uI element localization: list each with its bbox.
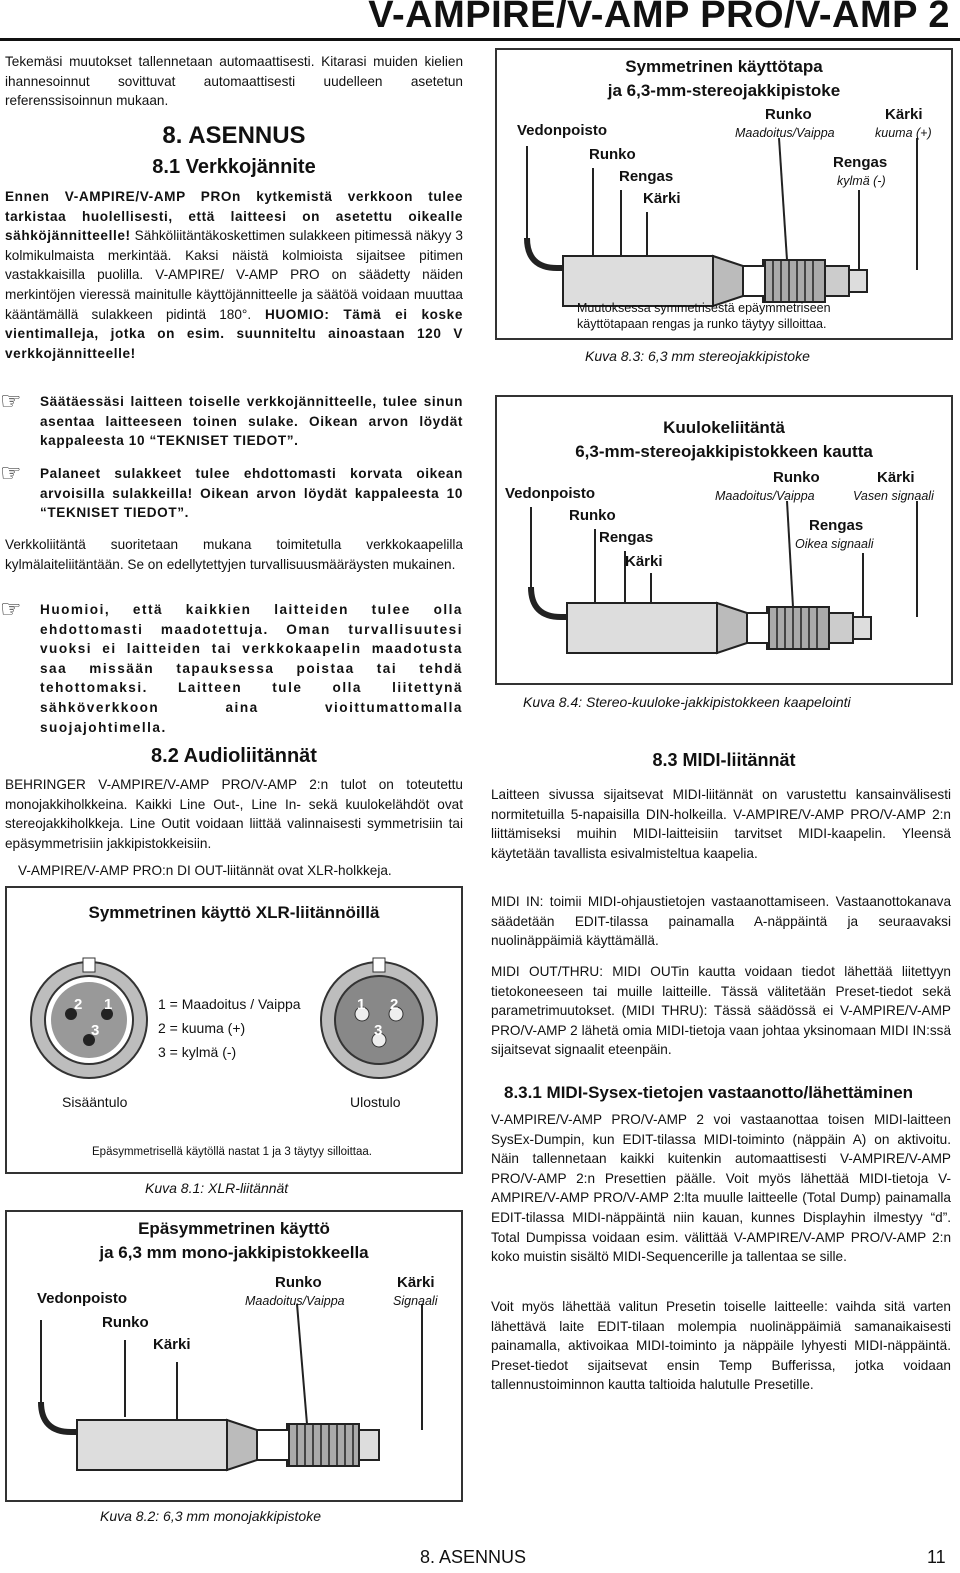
pin-number: 2 — [74, 996, 83, 1013]
output-label: Ulostulo — [350, 1094, 401, 1110]
pointing-hand-icon: ☞ — [0, 388, 22, 415]
tip-heading: Kärki — [885, 106, 923, 123]
tip-description: Vasen signaali — [853, 489, 934, 503]
sleeve-label: Runko — [569, 507, 616, 524]
tip-label: Kärki — [643, 190, 681, 207]
audio-paragraph: BEHRINGER V-AMPIRE/V-AMP PRO/V-AMP 2:n tulot on toteutettu monojakkiholkkeina. Kaikki Line Out-, Line In- sekä kuulokelähdöt ovat stereojakkiholkkeja. Line Outit voidaan liittää valinnaisesti symmetrisiin tai epäsymmetrisiin jakkipistokkeisiin. — [5, 777, 463, 851]
pin-legend-3: 3 = kylmä (-) — [158, 1044, 237, 1060]
subsection-title-audio: 8.2 Audioliitännät — [151, 745, 317, 767]
subsection-title-sysex: 8.3.1 MIDI-Sysex-tietojen vastaanotto/lähettäminen — [504, 1083, 914, 1102]
ring-label: Rengas — [619, 168, 674, 185]
figure-note: Epäsymmetrisellä käytöllä nastat 1 ja 3 täytyy silloittaa. — [92, 1146, 372, 1158]
sysex-paragraph: V-AMPIRE/V-AMP PRO/V-AMP 2 voi vastaanottaa toisen MIDI-laitteen SysEx-Dumpin, kun EDIT-tilassa MIDI-toiminto (näppäin A) on aktivoitu. Näin tallennetaan kaikki kuitenkin automaattisesti V-AMPIRE/V-AMP PRO/V-AMP 2:n Presettien päälle. Voit myös lähettää MIDI-tietoja V-AMPIRE/V-AMP PRO/V-AMP 2:lta muulle laitteelle (Total Dump) painamalla EDIT-tilassa MIDI-näppäintä niin kauan, kunnes Displayhin ilmestyy “d”. Total Dumpissa voidaan esim. välittää V-AMPIRE/V-AMP PRO/V-AMP 2:n koko muistin sisältö MIDI-Sequencerille ja tallentaa se sille. — [491, 1112, 951, 1265]
sleeve-description: Maadoitus/Vaippa — [245, 1294, 345, 1308]
subsection-title-midi: 8.3 MIDI-liitännät — [652, 750, 796, 770]
figure-stereo-jack — [495, 48, 953, 340]
strain-relief-label: Vedonpoisto — [37, 1290, 127, 1307]
figure-xlr — [5, 886, 463, 1174]
footer-section: 8. ASENNUS — [420, 1547, 527, 1567]
figure-caption: Kuva 8.1: XLR-liitännät — [145, 1180, 289, 1196]
page-number: 11 — [927, 1547, 946, 1567]
tip-label: Kärki — [625, 553, 663, 570]
tip-heading: Kärki — [877, 469, 915, 486]
ring-heading: Rengas — [809, 517, 864, 534]
ring-description: kylmä (-) — [837, 174, 886, 188]
tip-heading: Kärki — [397, 1274, 435, 1291]
strain-relief-label: Vedonpoisto — [505, 485, 595, 502]
figure-title-line2: ja 6,3-mm-stereojakkipistoke — [607, 81, 841, 100]
sleeve-heading: Runko — [275, 1274, 322, 1291]
sleeve-label: Runko — [102, 1314, 149, 1331]
tip-label: Kärki — [153, 1336, 191, 1353]
section-title: 8. ASENNUS — [162, 122, 306, 149]
voltage-paragraph — [5, 187, 463, 363]
figure-title-line2: 6,3-mm-stereojakkipistokkeen kautta — [575, 442, 873, 461]
note-grounding — [0, 596, 463, 737]
figure-caption: Kuva 8.4: Stereo-kuuloke-jakkipistokkeen kaapelointi — [523, 694, 851, 710]
figure-title-line1: Kuulokeliitäntä — [663, 418, 785, 437]
figure-title-line1: Symmetrinen käyttötapa — [625, 57, 823, 76]
headphone-jack-drawing — [497, 397, 951, 683]
note-text: Palaneet sulakkeet tulee ehdottomasti korvata oikean arvoisilla sulakkeilla! Oikean arvon löydät kappaleesta 10 “TEKNISET TIEDOT”. — [40, 466, 463, 521]
tip-description: kuuma (+) — [875, 126, 932, 140]
voltage-warning: Ennen V-AMPIRE/V-AMP PROn kytkemistä verkkoon tulee tarkistaa huolellisesti, että laitteesi on asetettu oikealle sähköjännitteelle! — [5, 189, 463, 244]
ring-description: Oikea signaali — [795, 537, 874, 551]
header-rule — [0, 38, 960, 41]
pin-number: 3 — [91, 1022, 100, 1039]
audio-paragraph-2: V-AMPIRE/V-AMP PRO:n DI OUT-liitännät ovat XLR-holkkeja. — [18, 863, 392, 878]
pin-legend-2: 2 = kuuma (+) — [158, 1020, 246, 1036]
stereo-jack-drawing — [497, 50, 951, 338]
power-paragraph: Verkkoliitäntä suoritetaan mukana toimitetulla verkkokaapelilla kylmälaiteliitäntään. Se on edellytettyjen turvallisuusmääräysten mukainen. — [5, 537, 463, 572]
figure-title: Symmetrinen käyttö XLR-liitännöillä — [88, 903, 380, 922]
midi-out-paragraph: MIDI OUT/THRU: MIDI OUTin kautta voidaan tiedot lähettää liitettyyn tietokoneeseen tai muille laitteille. Tässä välitetään Preset-tiedot sekä parametrimuutokset. (MIDI THRU): Tässä säädössä ei V-AMPIRE/V-AMP PRO/V-AMP 2 lähetä omia MIDI-tietoja vaan johtaa yksinomaan MIDI IN:ssä sijaitsevat signaalit eteenpäin. — [491, 964, 951, 1058]
pin-legend-1: 1 = Maadoitus / Vaippa — [158, 996, 301, 1012]
intro-paragraph: Tekemäsi muutokset tallennetaan automaattisesti. Kitarasi muiden kielien ihannesoinnut sovittuvat automaattisesti uudelleen asetetun referenssisoinnun mukaan. — [5, 54, 463, 109]
figure-mono-jack — [5, 1210, 463, 1502]
note-fuse-replace — [0, 460, 463, 523]
midi-in-paragraph: MIDI IN: toimii MIDI-ohjaustietojen vastaanottamiseen. Vastaanottokanava säädetään EDIT-tilassa painamalla A-näppäintä ja seuraavaksi nuolinäppäimiä käyttämällä. — [491, 894, 951, 949]
figure-title-line2: ja 6,3 mm mono-jakkipistokkeella — [99, 1243, 369, 1262]
pin-number: 1 — [357, 996, 366, 1013]
sleeve-heading: Runko — [765, 106, 812, 123]
note-text: Säätäessäsi laitteen toiselle verkkojännitteelle, tulee sinun asentaa laitteeseen toinen sulake. Oikean arvon löydät kappaleesta 10 “TEKNISET TIEDOT”. — [40, 394, 463, 449]
tip-description: Signaali — [393, 1294, 438, 1308]
ring-label: Rengas — [599, 529, 654, 546]
voltage-text: Sähköliitäntäkoskettimen sulakkeen pitimessä näkyy 3 kolmikulmaista merkintää. Kaksi näistä kolmioista sijaitsee pitimen vastakkaisilla puolilla. V-AMPIRE/ V-AMP PRO on säädetty näiden merkintöjen vieressä mainitulle käyttöjännitteelle ja säätöä voidaan muuttaa kääntämällä sulakkeen pidintä 180°. — [5, 228, 463, 322]
sleeve-description: Maadoitus/Vaippa — [735, 126, 835, 140]
midi-paragraph: Laitteen sivussa sijaitsevat MIDI-liitännät on varustettu kansainvälisesti normitetuilla 5-napaisilla DIN-holkeilla. V-AMPIRE/V-AMP PRO/V-AMP 2:n liittämiseksi muihin MIDI-laitteisiin tarvitset MIDI-kaapelin. Yleensä käytetään tavallista esivalmisteltua kaapelia. — [491, 787, 951, 861]
pin-number: 2 — [390, 996, 399, 1013]
ring-heading: Rengas — [833, 154, 888, 171]
pointing-hand-icon: ☞ — [0, 596, 22, 623]
figure-headphone-jack — [495, 395, 953, 685]
subsection-title-voltage: 8.1 Verkkojännite — [152, 156, 316, 178]
pin-number: 1 — [104, 996, 113, 1013]
figure-note: Muutoksessa symmetrisestä epäymmetriseen käyttötapaan rengas ja runko täytyy silloittaa. — [577, 301, 831, 331]
figure-caption: Kuva 8.3: 6,3 mm stereojakkipistoke — [585, 348, 810, 364]
sleeve-description: Maadoitus/Vaippa — [715, 489, 815, 503]
sleeve-heading: Runko — [773, 469, 820, 486]
sysex-paragraph-2: Voit myös lähettää valitun Presetin toiselle laitteelle: vaihda sitä varten lähettävä laite EDIT-tilaan molempia nuolinäppäimiä samanaikaisesti painamalla, aktivoikaa MIDI-toiminto ja näppäile lyhyesti MIDI-näppäintä. Preset-tiedot sijaitsevat ensin Temp Bufferissa, jotka voidaan tallennustoiminnon kautta taltioida halutulle Presetille. — [491, 1299, 951, 1393]
voltage-note: HUOMIO: Tämä ei koske vientimalleja, jotka on esim. suunniteltu ainoastaan 120 V verkkojännitteelle! — [5, 306, 464, 361]
strain-relief-label: Vedonpoisto — [517, 122, 607, 139]
mono-jack-drawing — [7, 1212, 461, 1500]
note-fuse-change — [0, 388, 463, 451]
figure-caption: Kuva 8.2: 6,3 mm monojakkipistoke — [100, 1508, 321, 1524]
page-header-title: V-AMPIRE/V-AMP PRO/V-AMP 2 — [368, 0, 950, 36]
note-text: Huomioi, että kaikkien laitteiden tulee olla ehdottomasti maadotettuja. Oman turvallisuutesi vuoksi ei laitteiden tai verkkokaapelin maadotusta saa missään tapauksessa poistaa tai tehdä tehottomaksi. Laitteen tule olla liitettynä sähköverkkoon aina vioittumattomalla suojajohtimella. — [40, 602, 463, 735]
figure-title-line1: Epäsymmetrinen käyttö — [138, 1219, 330, 1238]
input-label: Sisääntulo — [62, 1094, 128, 1110]
sleeve-label: Runko — [589, 146, 636, 163]
pin-number: 3 — [374, 1022, 383, 1039]
pointing-hand-icon: ☞ — [0, 460, 22, 487]
